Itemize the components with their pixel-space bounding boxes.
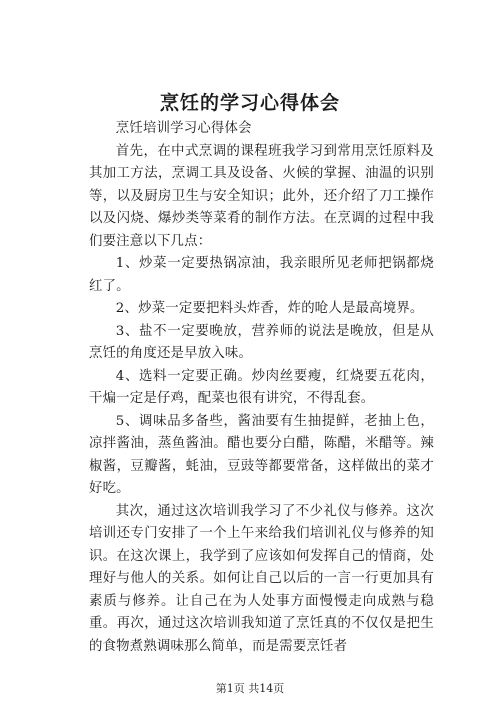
body-paragraph: 其次，通过这次培训我学习了不少礼仪与修养。这次培训还专门安排了一个上午来给我们培训礼仪与修养的知识。在这次课上，我学到了应该如何发挥自己的情商，处理好与他人的关系。如何让自己以后的一言一行更加具有素质与修养。让自己在为人处事方面慢慢走向成熟与稳重。再次，通过这次培训我知道了烹饪真的不仅仅是把生的食物煮熟调味那么简单，而是需要烹饪者 (89, 503, 434, 654)
subtitle-paragraph: 烹饪培训学习心得体会 (115, 121, 252, 136)
list-item: 3、盐不一定要晚放，营养师的说法是晚放，但是从烹饪的角度还是早放入味。 (89, 323, 434, 361)
page-number-footer: 第1页 共14页 (215, 682, 285, 695)
list-item: 2、炒菜一定要把料头炸香，炸的呛人是最高境界。 (115, 301, 424, 316)
list-item: 4、选料一定要正确。炒肉丝要瘦，红烧要五花肉，干煸一定是仔鸡，配菜也很有讲究，不得乱套。 (89, 368, 434, 406)
document-title: 烹饪的学习心得体会 (159, 92, 340, 114)
body-paragraph: 首先，在中式烹调的课程班我学习到常用烹饪原料及其加工方法，烹调工具及设备、火候的掌握、油温的识别等，以及厨房卫生与安全知识；此外，还介绍了刀工操作以及闪烧、爆炒类等菜肴的制作方法。在烹调的过程中我们要注意以下几点： (89, 143, 434, 249)
list-item: 5、调味品多备些，酱油要有生抽提鲜，老抽上色，凉拌酱油，蒸鱼酱油。醋也要分白醋，陈醋，米醋等。辣椒酱，豆瓣酱，蚝油，豆豉等都要常备，这样做出的菜才好吃。 (89, 413, 434, 496)
document-body (89, 118, 434, 658)
list-item: 1、炒菜一定要热锅凉油，我亲眼所见老师把锅都烧红了。 (89, 256, 434, 294)
